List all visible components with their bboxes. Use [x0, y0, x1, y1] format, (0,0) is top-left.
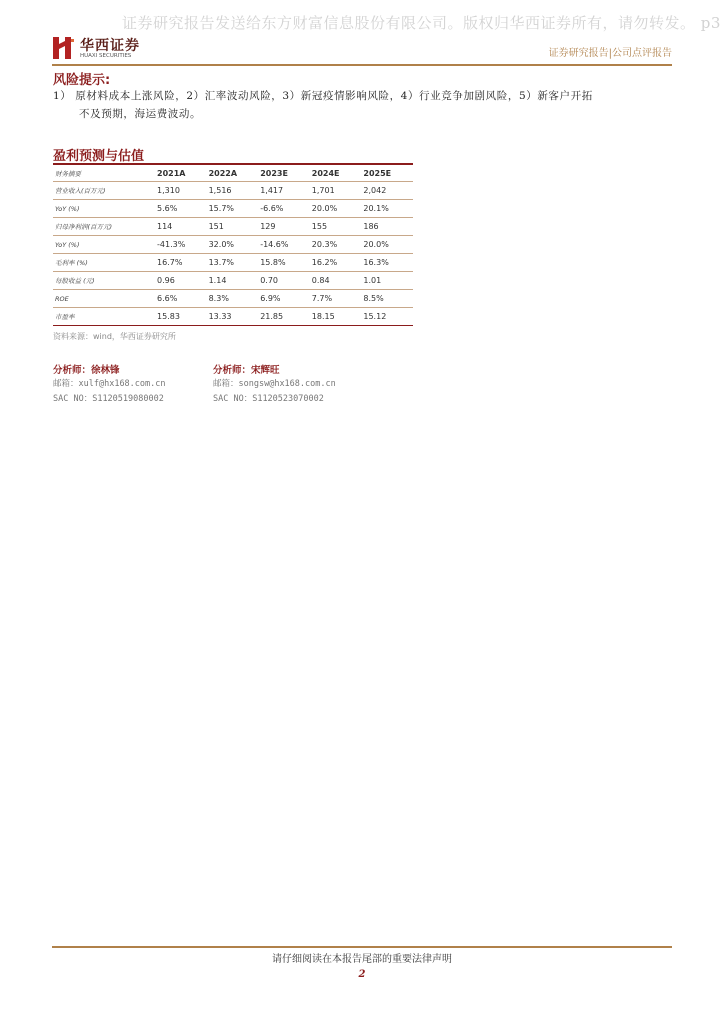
table-cell: 21.85	[258, 308, 310, 326]
page-number: 2	[358, 969, 366, 980]
table-cell: 6.9%	[258, 290, 310, 308]
table-source-note: 资料来源：wind，华西证券研究所	[53, 332, 176, 341]
table-cell: 13.33	[207, 308, 259, 326]
analyst-sac-number: SAC NO：S1120523070002	[213, 394, 324, 404]
column-header: 2022A	[208, 168, 238, 178]
table-cell: 8.5%	[361, 290, 413, 308]
table-cell: 20.1%	[361, 200, 413, 218]
header-divider	[52, 64, 672, 66]
analyst-email[interactable]: 邮箱：xulf@hx168.com.cn	[53, 379, 166, 389]
table-cell: 1,310	[155, 182, 207, 200]
column-header: 2023E	[260, 168, 288, 178]
brand-name-cn: 华西证券	[80, 38, 140, 54]
table-cell: -41.3%	[155, 236, 207, 254]
table-cell: -6.6%	[258, 200, 310, 218]
table-row	[53, 218, 413, 236]
report-type-label: 证券研究报告|公司点评报告	[548, 48, 672, 59]
table-cell: 18.15	[310, 308, 362, 326]
watermark-text: 证券研究报告发送给东方财富信息股份有限公司。版权归华西证券所有，请勿转发。 p3	[122, 14, 721, 32]
table-cell: 8.3%	[207, 290, 259, 308]
row-label: YoY (%)	[53, 200, 155, 218]
table-cell: 15.12	[361, 308, 413, 326]
analyst-name: 分析师：徐林锋	[53, 365, 120, 376]
column-header: 2021A	[157, 168, 186, 178]
analyst-name: 分析师：宋辉旺	[213, 365, 280, 376]
column-header: 2024E	[311, 168, 340, 178]
table-cell: 1,701	[310, 182, 362, 200]
table-cell: 1.01	[361, 272, 413, 290]
table-cell: 1,516	[207, 182, 259, 200]
table-cell: -14.6%	[258, 236, 310, 254]
table-cell: 15.7%	[207, 200, 259, 218]
table-row	[53, 182, 413, 200]
table-cell: 15.83	[155, 308, 207, 326]
row-label: 每股收益 (元)	[53, 272, 155, 290]
table-cell: 0.84	[310, 272, 362, 290]
forecast-table-title: 盈利预测与估值	[53, 149, 145, 164]
analyst-card	[213, 362, 336, 407]
table-row	[53, 308, 413, 326]
table-cell: 151	[207, 218, 259, 236]
table-row	[53, 254, 413, 272]
legal-notice: 请仔细阅读在本报告尾部的重要法律声明	[272, 954, 452, 965]
table-cell: 155	[310, 218, 362, 236]
column-header: 财务摘要	[55, 169, 81, 178]
table-cell: 20.0%	[310, 200, 362, 218]
forecast-table	[53, 163, 413, 326]
table-cell: 16.3%	[361, 254, 413, 272]
table-cell: 7.7%	[310, 290, 362, 308]
analyst-email[interactable]: 邮箱：songsw@hx168.com.cn	[213, 379, 336, 389]
table-cell: 5.6%	[155, 200, 207, 218]
table-cell: 114	[155, 218, 207, 236]
table-cell: 16.2%	[310, 254, 362, 272]
risk-line-1: 1） 原材料成本上涨风险，2）汇率波动风险，3）新冠疫情影响风险，4）行业竞争加剧风险，5）新客户开拓	[53, 90, 593, 102]
huaxi-logo	[52, 36, 76, 60]
row-label: 市盈率	[53, 308, 155, 326]
table-row	[53, 236, 413, 254]
table-row	[53, 290, 413, 308]
table-row	[53, 272, 413, 290]
risk-paragraph	[53, 87, 673, 123]
table-cell: 1.14	[207, 272, 259, 290]
row-label: 营业收入(百万元)	[53, 182, 155, 200]
table-cell: 16.7%	[155, 254, 207, 272]
risk-section-title: 风险提示:	[53, 73, 111, 88]
table-header-row	[53, 164, 413, 182]
table-cell: 13.7%	[207, 254, 259, 272]
logo-mark-icon	[52, 36, 76, 60]
brand-name-en: HUAXI SECURITIES	[80, 53, 132, 59]
analyst-card	[53, 362, 166, 407]
table-cell: 32.0%	[207, 236, 259, 254]
risk-line-2: 不及预期，海运费波动。	[79, 108, 202, 120]
table-cell: 0.96	[155, 272, 207, 290]
row-label: YoY (%)	[53, 236, 155, 254]
table-cell: 20.3%	[310, 236, 362, 254]
table-cell: 15.8%	[258, 254, 310, 272]
row-label: 归母净利润(百万元)	[53, 218, 155, 236]
row-label: ROE	[53, 290, 155, 308]
table-cell: 0.70	[258, 272, 310, 290]
table-cell: 1,417	[258, 182, 310, 200]
analyst-sac-number: SAC NO：S1120519080002	[53, 394, 164, 404]
table-cell: 2,042	[361, 182, 413, 200]
table-cell: 20.0%	[361, 236, 413, 254]
table-row	[53, 200, 413, 218]
column-header: 2025E	[363, 168, 392, 178]
footer-divider	[52, 946, 672, 948]
row-label: 毛利率 (%)	[53, 254, 155, 272]
table-cell: 129	[258, 218, 310, 236]
table-cell: 6.6%	[155, 290, 207, 308]
table-cell: 186	[361, 218, 413, 236]
